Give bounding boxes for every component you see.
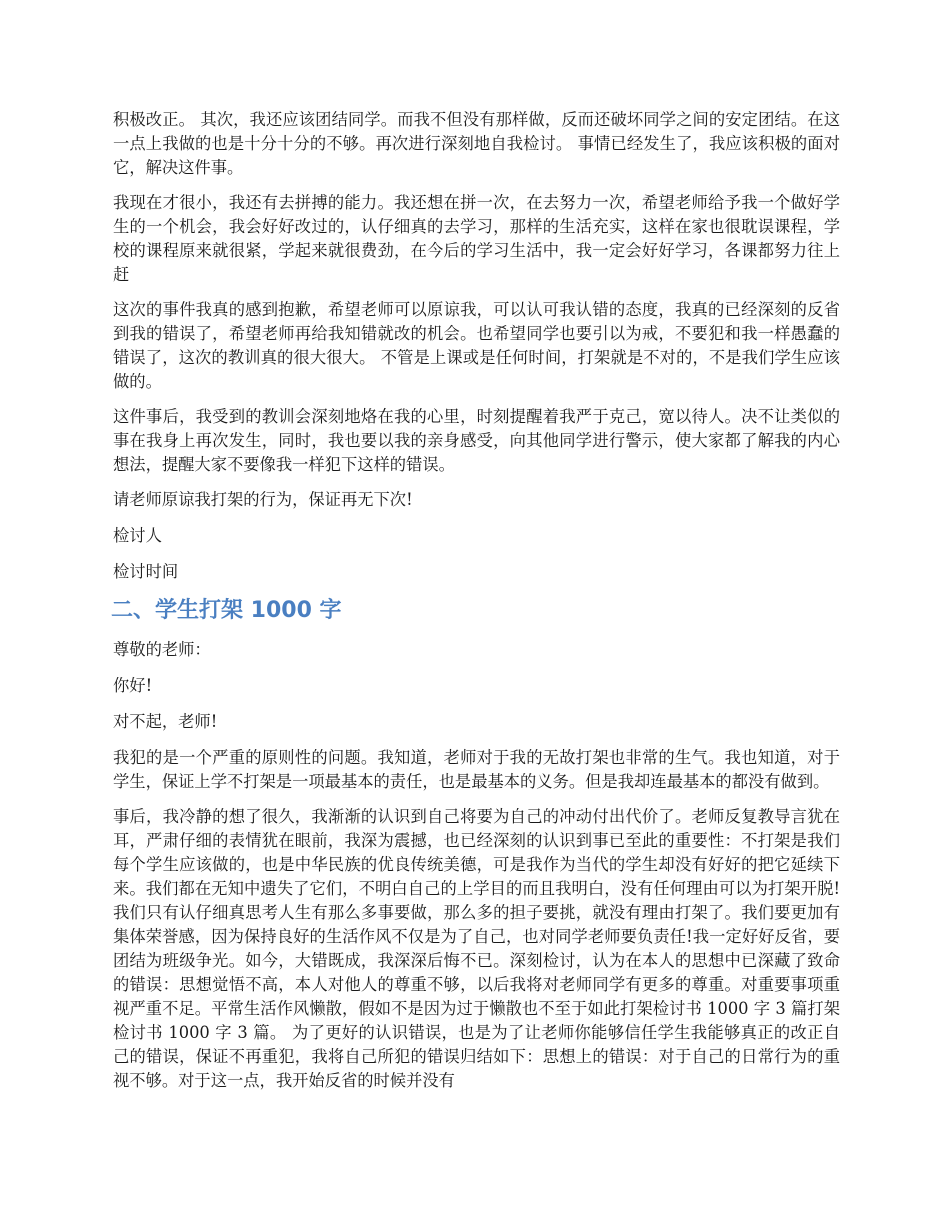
signature-author-label: 检讨人 [113,526,162,545]
greeting: 你好! [113,676,153,695]
paragraph-reflection: 事后，我冷静的想了很久，我渐渐的认识到自己将要为自己的冲动付出代价了。老师反复教导言犹在耳，严肃仔细的表情犹在眼前，我深为震撼，也已经深刻的认识到事已至此的重要性：不打架是我们每个学生应该做的，也是中华民族的优良传统美德，可是我作为当代的学生却没有好好的把它延续下来。我们都在无知中遗失了它们，不明白自己的上学目的而且我明白，没有任何理由可以为打架开脱!我们只有认仔细真思考人生有那么多事要做，那么多的担子要挑，就没有理由打架了。我们要更加有集体荣誉感，因为保持良好的生活作风不仅是为了自己，也对同学老师要负责任!我一定好好反省，要团结为班级争光。如今，大错既成，我深深后悔不已。深刻检讨，认为在本人的思想中已深藏了致命的错误：思想觉悟不高，本人对他人的尊重不够，以后我将对老师同学有更多的尊重。对重要事项重视严重不足。平常生活作风懒散，假如不是因为过于懒散也不至于如此打架检讨书 1000 字 3 篇打架检讨书 1000 字 3 篇。 为了更好的认识错误，也是为了让老师你能够信任学生我能够真正的改正自己的错误，保证不再重犯，我将自己所犯的错误归结如下：思想上的错误：对于自己的日常行为的重视不够。对于这一点，我开始反省的时候并没有 [113,807,840,1090]
paragraph-lesson-learned: 这件事后，我受到的教训会深刻地烙在我的心里，时刻提醒着我严于克己，宽以待人。决不让类似的事在我身上再次发生，同时，我也要以我的亲身感受，向其他同学进行警示，使大家都了解我的内心想法，提醒大家不要像我一样犯下这样的错误。 [113,407,840,474]
signature-date-label: 检讨时间 [113,562,179,581]
paragraph-another-chance: 我现在才很小，我还有去拼搏的能力。我还想在拼一次，在去努力一次，希望老师给予我一个做好学生的一个机会，我会好好改过的，认仔细真的去学习，那样的生活充实，这样在家也很耽误课程，学校的课程原来就很紧，学起来就很费劲，在今后的学习生活中，我一定会好好学习，各课都努力往上赶 [113,193,840,284]
salutation: 尊敬的老师： [113,640,211,659]
section-heading: 二、学生打架 1000 字 [111,598,342,623]
opening-apology: 对不起，老师! [113,712,218,731]
paragraph-self-correction: 积极改正。 其次，我还应该团结同学。而我不但没有那样做，反而还破坏同学之间的安定团结。在这一点上我做的也是十分十分的不够。再次进行深刻地自我检讨。 事情已经发生了，我应该积极的面对它，解决这件事。 [113,110,840,177]
document-page [113,108,840,1104]
paragraph-apology: 这次的事件我真的感到抱歉，希望老师可以原谅我，可以认可我认错的态度，我真的已经深刻的反省到我的错误了，希望老师再给我知错就改的机会。也希望同学也要引以为戒，不要犯和我一样愚蠢的错误了，这次的教训真的很大很大。 不管是上课或是任何时间，打架就是不对的，不是我们学生应该做的。 [113,300,840,391]
paragraph-serious-problem: 我犯的是一个严重的原则性的问题。我知道，老师对于我的无故打架也非常的生气。我也知道，对于学生，保证上学不打架是一项最基本的责任，也是最基本的义务。但是我却连最基本的都没有做到。 [113,748,840,791]
paragraph-forgiveness-request: 请老师原谅我打架的行为，保证再无下次! [113,490,413,509]
